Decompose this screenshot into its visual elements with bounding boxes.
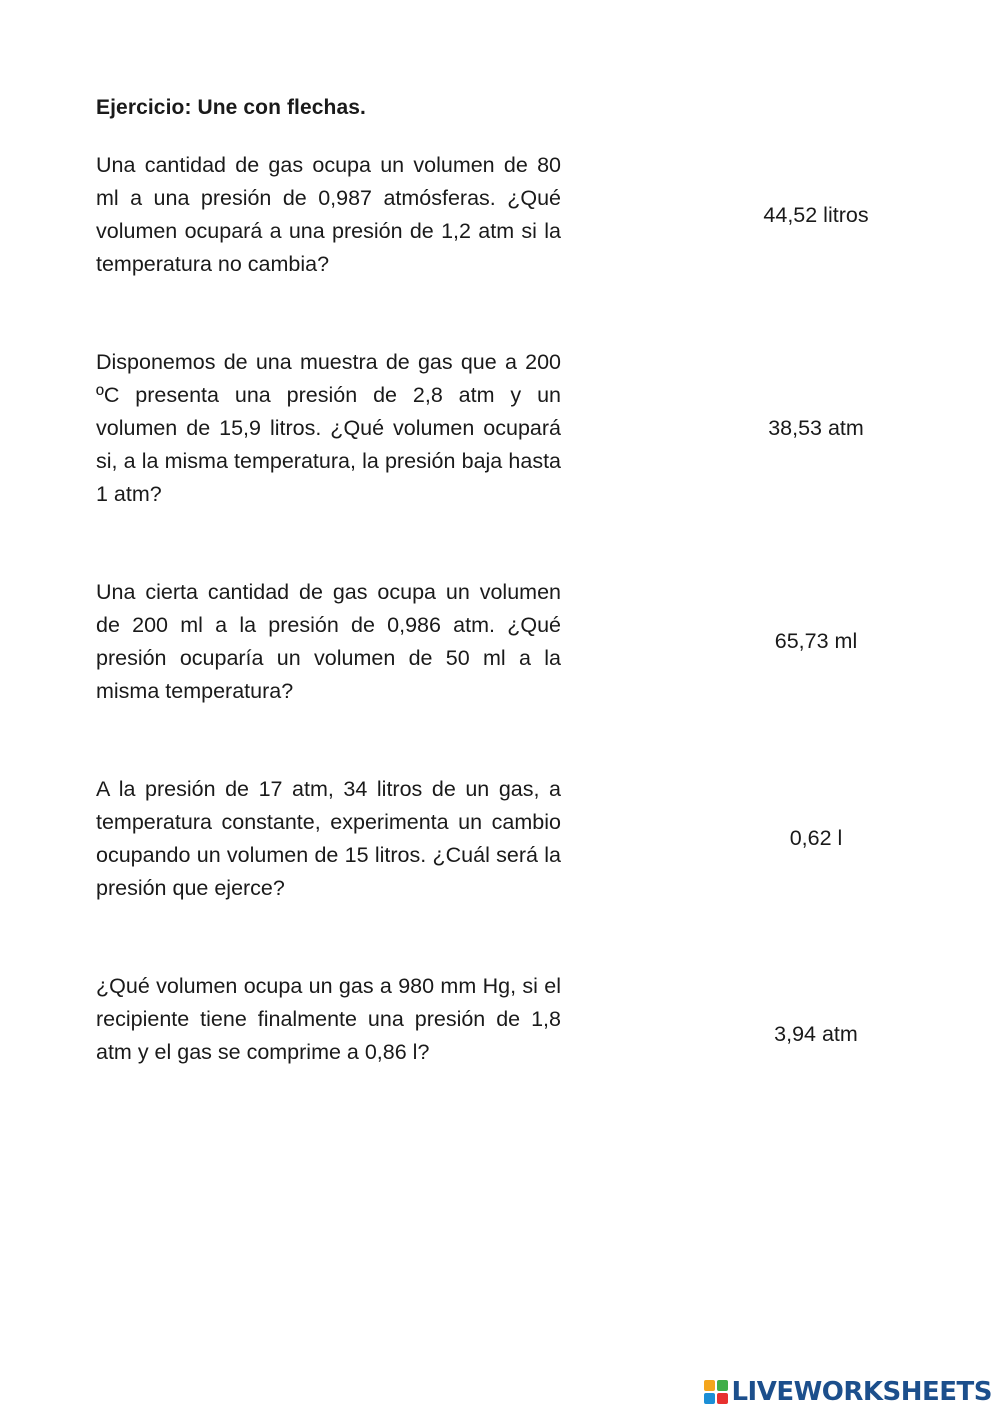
question-4: A la presión de 17 atm, 34 litros de un gas, a temperatura constante, experimenta un cambio ocupando un volumen de 15 litros. ¿Cuál será la presión que ejerce? xyxy=(96,777,561,900)
question-5: ¿Qué volumen ocupa un gas a 980 mm Hg, si el recipiente tiene finalmente una presión de 1,8 atm y el gas se comprime a 0,86 l? xyxy=(96,974,561,1064)
exercise-title: Ejercicio: Une con flechas. xyxy=(96,96,366,119)
logo-mark-square-3 xyxy=(704,1393,715,1404)
logo-mark-square-1 xyxy=(704,1380,715,1391)
answer-2[interactable]: 38,53 atm xyxy=(768,416,864,440)
answer-1[interactable]: 44,52 litros xyxy=(763,203,869,227)
logo-mark-icon xyxy=(704,1380,728,1404)
answer-5[interactable]: 3,94 atm xyxy=(774,1022,858,1046)
answer-4[interactable]: 0,62 l xyxy=(789,826,843,850)
question-1: Una cantidad de gas ocupa un volumen de 80 ml a una presión de 0,987 atmósferas. ¿Qué volumen ocupará a una presión de 1,2 atm si la temperatura no cambia? xyxy=(96,153,561,276)
logo-text: LIVEWORKSHEETS xyxy=(731,1377,992,1407)
logo-mark-square-4 xyxy=(717,1393,728,1404)
answer-3[interactable]: 65,73 ml xyxy=(774,629,858,653)
question-2: Disponemos de una muestra de gas que a 200 ºC presenta una presión de 2,8 atm y un volumen de 15,9 litros. ¿Qué volumen ocupará si, a la misma temperatura, la presión baja hasta 1 atm? xyxy=(96,350,561,506)
question-3: Una cierta cantidad de gas ocupa un volumen de 200 ml a la presión de 0,986 atm. ¿Qué presión ocuparía un volumen de 50 ml a la misma temperatura? xyxy=(96,580,561,703)
liveworksheets-logo xyxy=(704,1377,992,1407)
logo-mark-square-2 xyxy=(717,1380,728,1391)
